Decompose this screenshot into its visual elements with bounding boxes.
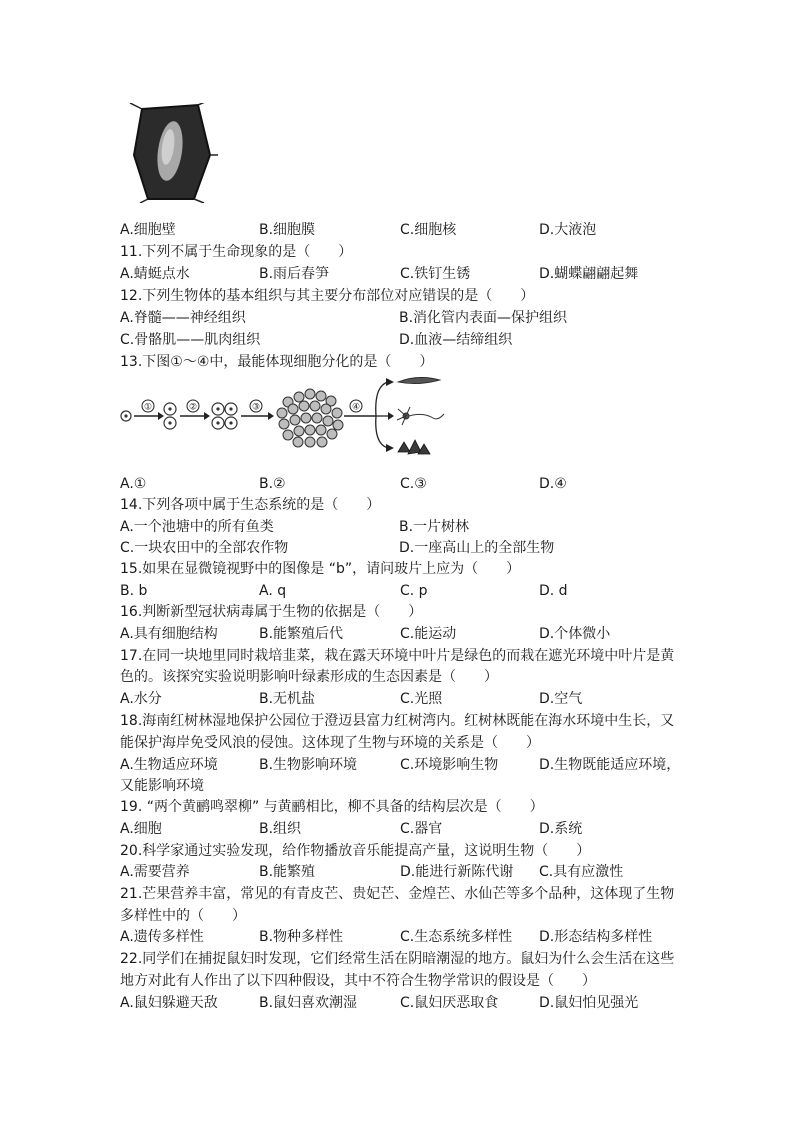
- arrow-label-1: ①: [143, 402, 153, 413]
- q17-stem-line1: 17.在同一块地里同时栽培韭菜，栽在露天环境中叶片是绿色的而栽在遮光环境中叶片是黄: [120, 648, 675, 664]
- q22-stem-line1: 22.同学们在捕捉鼠妇时发现，它们经常生活在阴暗潮湿的地方。鼠妇为什么会生活在这些: [120, 951, 675, 967]
- q17-option-d: D.空气: [539, 691, 583, 707]
- q20-option-d: D.能进行新陈代谢: [400, 864, 514, 880]
- q20-option-a: A.需要营养: [120, 864, 190, 880]
- q13-option-c: C.③: [400, 476, 427, 492]
- q13-option-a: A.①: [120, 476, 147, 492]
- q17-stem-line2: 色的。该探究实验说明影响叶绿素形成的生态因素是（ ）: [120, 669, 498, 685]
- q19-option-c: C.器官: [400, 821, 443, 837]
- q15-stem: 15.如果在显微镜视野中的图像是 “b”，请问玻片上应为（ ）: [120, 561, 521, 577]
- q15-option-a: A. q: [259, 583, 287, 599]
- q10-option-b: B.细胞膜: [259, 222, 316, 238]
- q19-option-d: D.系统: [539, 821, 583, 837]
- q15-option-d: D. d: [539, 583, 568, 599]
- q10-option-a: A.细胞壁: [120, 222, 176, 238]
- q21-option-b: B.物种多样性: [259, 929, 344, 945]
- epithelial-cells-icon: [398, 440, 430, 454]
- q12-option-d: D.血液—结缔组织: [399, 332, 513, 348]
- q12-option-c: C.骨骼肌——肌肉组织: [120, 332, 261, 348]
- q22-option-b: B.鼠妇喜欢潮湿: [259, 995, 358, 1011]
- q15-option-b: B. b: [120, 583, 148, 599]
- cell-differentiation-figure: [118, 372, 448, 462]
- plant-cell-figure: [128, 103, 218, 203]
- q21-stem-line1: 21.芒果营养丰富，常见的有青皮芒、贵妃芒、金煌芒、水仙芒等多个品种，这体现了生物: [120, 886, 675, 902]
- q12-option-b: B.消化管内表面—保护组织: [399, 310, 568, 326]
- q20-option-c: C.具有应激性: [539, 864, 624, 880]
- q17-option-b: B.无机盐: [259, 691, 316, 707]
- arrow-label-4: ④: [351, 402, 361, 413]
- q16-stem: 16.判断新型冠状病毒属于生物的依据是（ ）: [120, 604, 423, 620]
- q12-option-a: A.脊髓——神经组织: [120, 310, 246, 326]
- q13-option-d: D.④: [539, 476, 567, 492]
- q11-option-c: C.铁钉生锈: [400, 266, 471, 282]
- q11-option-a: A.蜻蜓点水: [120, 266, 190, 282]
- q11-option-d: D.蝴蝶翩翩起舞: [539, 266, 639, 282]
- q11-stem: 11.下列不属于生命现象的是（ ）: [120, 244, 353, 260]
- q19-option-a: A.细胞: [120, 821, 162, 837]
- q19-option-b: B.组织: [259, 821, 302, 837]
- q19-stem: 19. “两个黄鹂鸣翠柳” 与黄鹂相比，柳不具备的结构层次是（ ）: [120, 799, 544, 815]
- q14-stem: 14.下列各项中属于生态系统的是（ ）: [120, 497, 381, 513]
- q14-option-a: A.一个池塘中的所有鱼类: [120, 519, 274, 535]
- q22-option-d: D.鼠妇怕见强光: [539, 995, 639, 1011]
- q12-stem: 12.下列生物体的基本组织与其主要分布部位对应错误的是（ ）: [120, 288, 535, 304]
- q10-option-c: C.细胞核: [400, 222, 457, 238]
- q17-option-a: A.水分: [120, 691, 162, 707]
- q13-stem: 13.下图①～④中，最能体现细胞分化的是（ ）: [120, 354, 434, 370]
- arrow-label-3: ③: [251, 402, 261, 413]
- q14-option-d: D.一座高山上的全部生物: [399, 540, 555, 556]
- q10-option-d: D.大液泡: [539, 222, 597, 238]
- q22-option-a: A.鼠妇躲避天敌: [120, 995, 218, 1011]
- q21-option-d: D.形态结构多样性: [539, 929, 653, 945]
- q20-stem: 20.科学家通过实验发现，给作物播放音乐能提高产量，这说明生物（ ）: [120, 843, 591, 859]
- q16-option-a: A.具有细胞结构: [120, 626, 218, 642]
- q13-option-b: B.②: [259, 476, 286, 492]
- q18-option-c: C.环境影响生物: [400, 757, 499, 773]
- q18-stem-line1: 18.海南红树林湿地保护公园位于澄迈县富力红树湾内。红树林既能在海水环境中生长，又: [120, 713, 675, 729]
- arrow-label-2: ②: [188, 402, 198, 413]
- q18-option-d: D.生物既能适应环境，: [539, 757, 681, 773]
- q17-option-c: C.光照: [400, 691, 443, 707]
- q18-option-a: A.生物适应环境: [120, 757, 218, 773]
- q21-option-a: A.遗传多样性: [120, 929, 204, 945]
- q22-option-c: C.鼠妇厌恶取食: [400, 995, 499, 1011]
- q16-option-c: C.能运动: [400, 626, 457, 642]
- q20-option-b: B.能繁殖: [259, 864, 316, 880]
- nerve-cell-icon: [397, 407, 444, 425]
- q14-option-b: B.一片树林: [399, 519, 470, 535]
- cell-cluster: [277, 389, 343, 447]
- q18-option-d-continued: 又能影响环境: [120, 778, 204, 794]
- q16-option-b: B.能繁殖后代: [259, 626, 344, 642]
- muscle-cell-icon: [398, 377, 440, 383]
- q21-option-c: C.生态系统多样性: [400, 929, 513, 945]
- q22-stem-line2: 地方对此有人作出了以下四种假设，其中不符合生物学常识的假设是（ ）: [120, 973, 596, 989]
- q15-option-c: C. p: [400, 583, 428, 599]
- q11-option-b: B.雨后春笋: [259, 266, 330, 282]
- q18-stem-line2: 能保护海岸免受风浪的侵蚀。这体现了生物与环境的关系是（ ）: [120, 735, 540, 751]
- q21-stem-line2: 多样性中的（ ）: [120, 908, 246, 924]
- q16-option-d: D.个体微小: [539, 626, 611, 642]
- q18-option-b: B.生物影响环境: [259, 757, 358, 773]
- q14-option-c: C.一块农田中的全部农作物: [120, 540, 289, 556]
